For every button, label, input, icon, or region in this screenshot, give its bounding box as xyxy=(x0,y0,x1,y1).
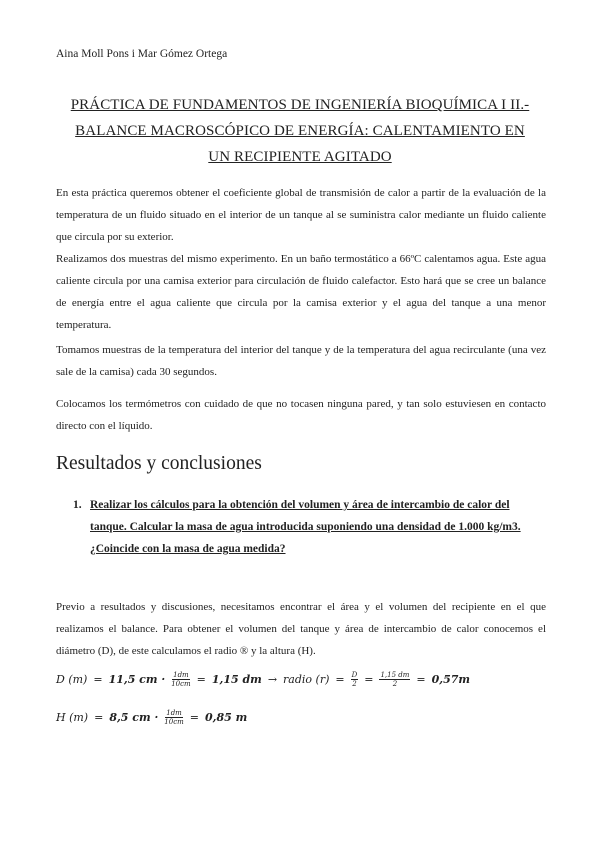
section-heading: Resultados y conclusiones xyxy=(56,453,262,474)
eq-d-equals: = xyxy=(93,673,103,686)
paragraph-procedure: Realizamos dos muestras del mismo experimento. En un baño termostático a 66ºC calentamos agua. Este agua caliente circula por una camisa exterior para circulación de fluido calefactor. Esto hará que se cree un balance de energía entre el agua caliente que circula por la camisa exterior y el agua del tanque a una menor temperatura. xyxy=(56,253,546,331)
eq-h-f1-den: 10cm xyxy=(164,718,184,726)
eq-d-f3-den: 2 xyxy=(392,680,398,688)
eq-d-equals-4: = xyxy=(364,673,374,686)
eq-h-lhs: H (m) xyxy=(56,711,89,724)
eq-d-value: 11,5 cm · xyxy=(108,673,166,686)
eq-radio-label: radio (r) xyxy=(283,673,330,686)
eq-d-f3-num: 1,15 dm xyxy=(380,671,410,679)
eq-d-result: 1,15 dm xyxy=(211,673,262,686)
paragraph-objective: En esta práctica queremos obtener el coeficiente global de transmisión de calor a partir de la evaluación de la temperatura de un fluido situado en el interior de un tanque al se suministra calor mediante un fluido caliente que circula por su exterior. xyxy=(56,187,546,243)
authors: Aina Moll Pons i Mar Gómez Ortega xyxy=(56,48,228,60)
eq-radius-result: 0,57m xyxy=(431,673,471,686)
eq-d-fraction-3 xyxy=(379,671,410,688)
eq-h-equals-2: = xyxy=(189,711,199,724)
eq-d-fraction-1 xyxy=(171,671,190,688)
paragraph-intro: Previo a resultados y discusiones, necesitamos encontrar el área y el volumen del recipiente en el que realizamos el balance. Para obtener el volumen del tanque y área de intercambio de calor conocemos el diámetro (D), de este calculamos el radio ® y la altura (H). xyxy=(56,601,546,657)
eq-d-f2-num: D xyxy=(351,671,358,679)
equation-diameter xyxy=(56,671,470,688)
eq-d-arrow: → xyxy=(267,673,278,686)
eq-d-fraction-2 xyxy=(351,671,359,688)
eq-h-f1-num: 1dm xyxy=(166,709,182,717)
equation-height xyxy=(56,709,247,726)
title-line-3: UN RECIPIENTE AGITADO xyxy=(208,149,392,165)
paragraph-sampling: Tomamos muestras de la temperatura del interior del tanque y de la temperatura del agua recirculante (una vez sale de la camisa) cada 30 segundos. xyxy=(56,344,546,378)
title-line-2: BALANCE MACROSCÓPICO DE ENERGÍA: CALENTAMIENTO EN xyxy=(75,123,525,139)
eq-d-equals-5: = xyxy=(416,673,426,686)
eq-d-equals-2: = xyxy=(196,673,206,686)
paragraph-thermometers: Colocamos los termómetros con cuidado de que no tocasen ninguna pared, y tan solo estuviesen en contacto directo con el líquido. xyxy=(56,398,546,432)
eq-h-equals: = xyxy=(94,711,104,724)
eq-h-fraction xyxy=(164,709,183,726)
eq-h-value: 8,5 cm · xyxy=(109,711,159,724)
eq-d-f1-num: 1dm xyxy=(173,671,189,679)
eq-d-f2-den: 2 xyxy=(352,680,357,688)
document-title xyxy=(55,92,545,170)
question-number: 1. xyxy=(73,499,82,511)
eq-d-f1-den: 10cm xyxy=(171,680,191,688)
eq-d-lhs: D (m) xyxy=(56,673,88,686)
eq-d-equals-3: = xyxy=(335,673,345,686)
title-line-1: PRÁCTICA DE FUNDAMENTOS DE INGENIERÍA BIOQUÍMICA I II.- xyxy=(70,97,530,113)
question-text: Realizar los cálculos para la obtención del volumen y área de intercambio de calor del tanque. Calcular la masa de agua introducida suponiendo una densidad de 1.000 kg/m3. ¿Coincide con la masa de agua medida? xyxy=(90,499,521,555)
eq-height-result: 0,85 m xyxy=(204,711,248,724)
